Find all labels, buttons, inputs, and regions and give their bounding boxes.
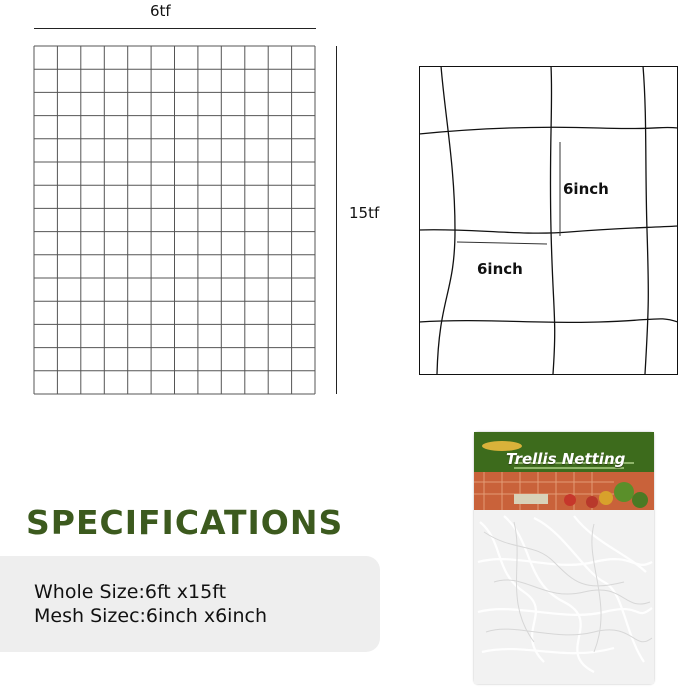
whole-size-text: Whole Size:6ft x15ft [34,581,227,603]
height-label: 15tf [349,204,380,222]
mesh-size-text: Mesh Sizec:6inch x6inch [34,605,267,627]
mesh-detail-diagram [419,66,678,376]
width-label: 6tf [150,2,171,20]
package-artwork [474,432,654,684]
horizontal-mesh-label: 6inch [477,260,523,278]
package-title: Trellis Netting [506,450,626,468]
specifications-heading: SPECIFICATIONS [26,503,344,542]
grid-lines [34,46,315,394]
product-package [474,432,654,684]
specifications-box [0,556,380,652]
vertical-mesh-label: 6inch [563,180,609,198]
